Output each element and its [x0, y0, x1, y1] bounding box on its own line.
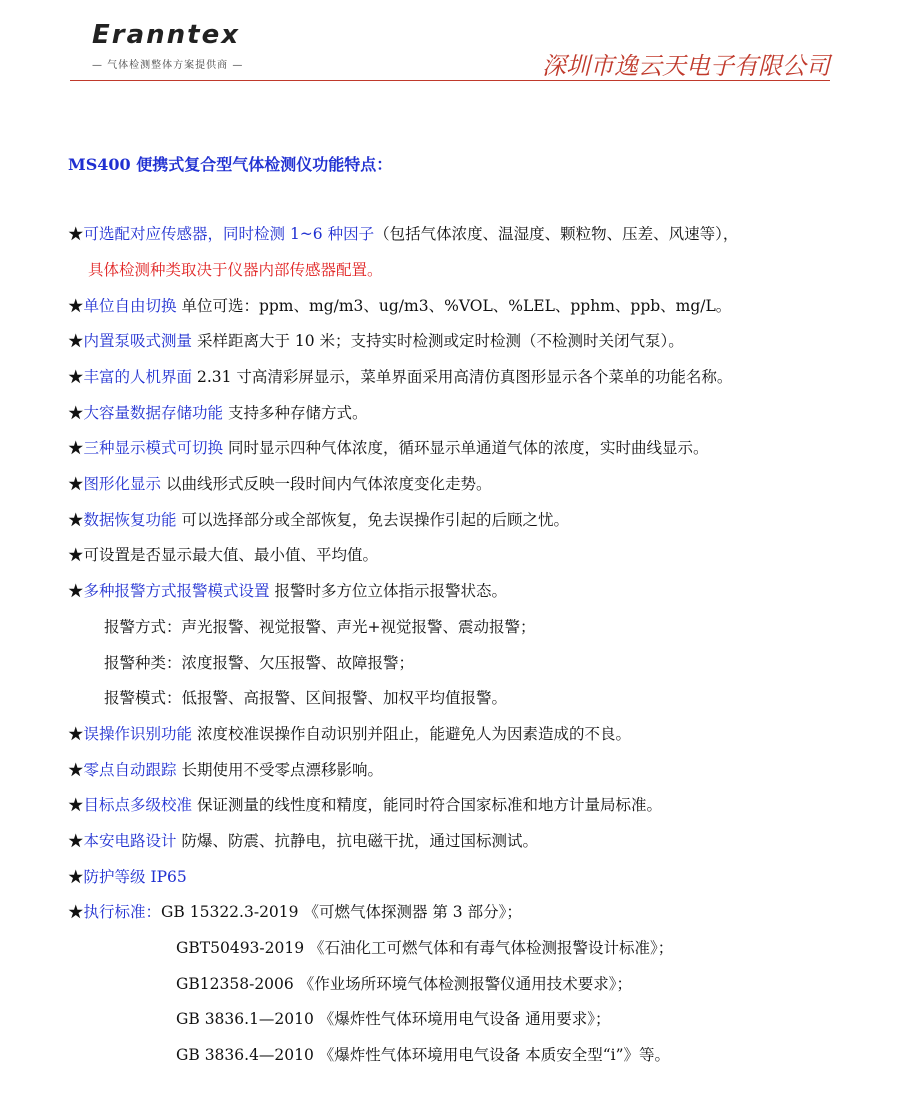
- page-header: [0, 0, 900, 90]
- feature-line: ★丰富的人机界面 2.31 寸高清彩屏显示，菜单界面采用高清仿真图形显示各个菜单的功能名称。: [68, 368, 733, 386]
- feature-line: ★内置泵吸式测量 采样距离大于 10 米；支持实时检测或定时检测（不检测时关闭气泵）。: [68, 332, 684, 350]
- feature-line: ★防护等级 IP65: [68, 868, 187, 886]
- alarm-detail: 报警种类：浓度报警、欠压报警、故障报警；: [104, 654, 415, 672]
- document-title: MS400 便携式复合型气体检测仪功能特点：: [68, 155, 393, 174]
- feature-line: ★数据恢复功能 可以选择部分或全部恢复，免去误操作引起的后顾之忧。: [68, 511, 569, 529]
- header-divider: [70, 80, 830, 81]
- feature-continuation: 具体检测种类取决于仪器内部传感器配置。: [88, 261, 383, 279]
- company-logo: Eranntex: [92, 20, 240, 50]
- feature-line: ★误操作识别功能 浓度校准误操作自动识别并阻止，能避免人为因素造成的不良。: [68, 725, 631, 743]
- feature-line: ★目标点多级校准 保证测量的线性度和精度，能同时符合国家标准和地方计量局标准。: [68, 796, 662, 814]
- feature-line: ★大容量数据存储功能 支持多种存储方式。: [68, 404, 368, 422]
- standard-line: GB 3836.4—2010 《爆炸性气体环境用电气设备 本质安全型“i”》等。: [176, 1046, 671, 1064]
- company-name: 深圳市逸云天电子有限公司: [542, 52, 830, 80]
- feature-line: ★可选配对应传感器，同时检测 1~6 种因子（包括气体浓度、温湿度、颗粒物、压差、风速等），: [68, 225, 739, 243]
- standard-line: GB12358-2006 《作业场所环境气体检测报警仪通用技术要求》；: [176, 975, 632, 993]
- alarm-detail: 报警模式：低报警、高报警、区间报警、加权平均值报警。: [104, 689, 508, 707]
- feature-line: ★本安电路设计 防爆、防震、抗静电，抗电磁干扰，通过国标测试。: [68, 832, 538, 850]
- feature-line: ★图形化显示 以曲线形式反映一段时间内气体浓度变化走势。: [68, 475, 492, 493]
- feature-line: ★单位自由切换 单位可选：ppm、mg/m3、ug/m3、%VOL、%LEL、pphm、ppb、mg/L。: [68, 297, 732, 315]
- standard-line: GB 3836.1—2010 《爆炸性气体环境用电气设备 通用要求》；: [176, 1010, 611, 1028]
- feature-line: ★多种报警方式报警模式设置 报警时多方位立体指示报警状态。: [68, 582, 507, 600]
- alarm-detail: 报警方式：声光报警、视觉报警、声光+视觉报警、震动报警；: [104, 618, 536, 636]
- standard-line: GBT50493-2019 《石油化工可燃气体和有毒气体检测报警设计标准》；: [176, 939, 674, 957]
- logo-tagline: — 气体检测整体方案提供商 —: [92, 60, 244, 71]
- feature-line: ★三种显示模式可切换 同时显示四种气体浓度，循环显示单通道气体的浓度，实时曲线显示。: [68, 439, 709, 457]
- feature-line: ★零点自动跟踪 长期使用不受零点漂移影响。: [68, 761, 383, 779]
- feature-line: ★执行标准：GB 15322.3-2019 《可燃气体探测器 第 3 部分》；: [68, 903, 522, 921]
- feature-line: ★可设置是否显示最大值、最小值、平均值。: [68, 546, 379, 564]
